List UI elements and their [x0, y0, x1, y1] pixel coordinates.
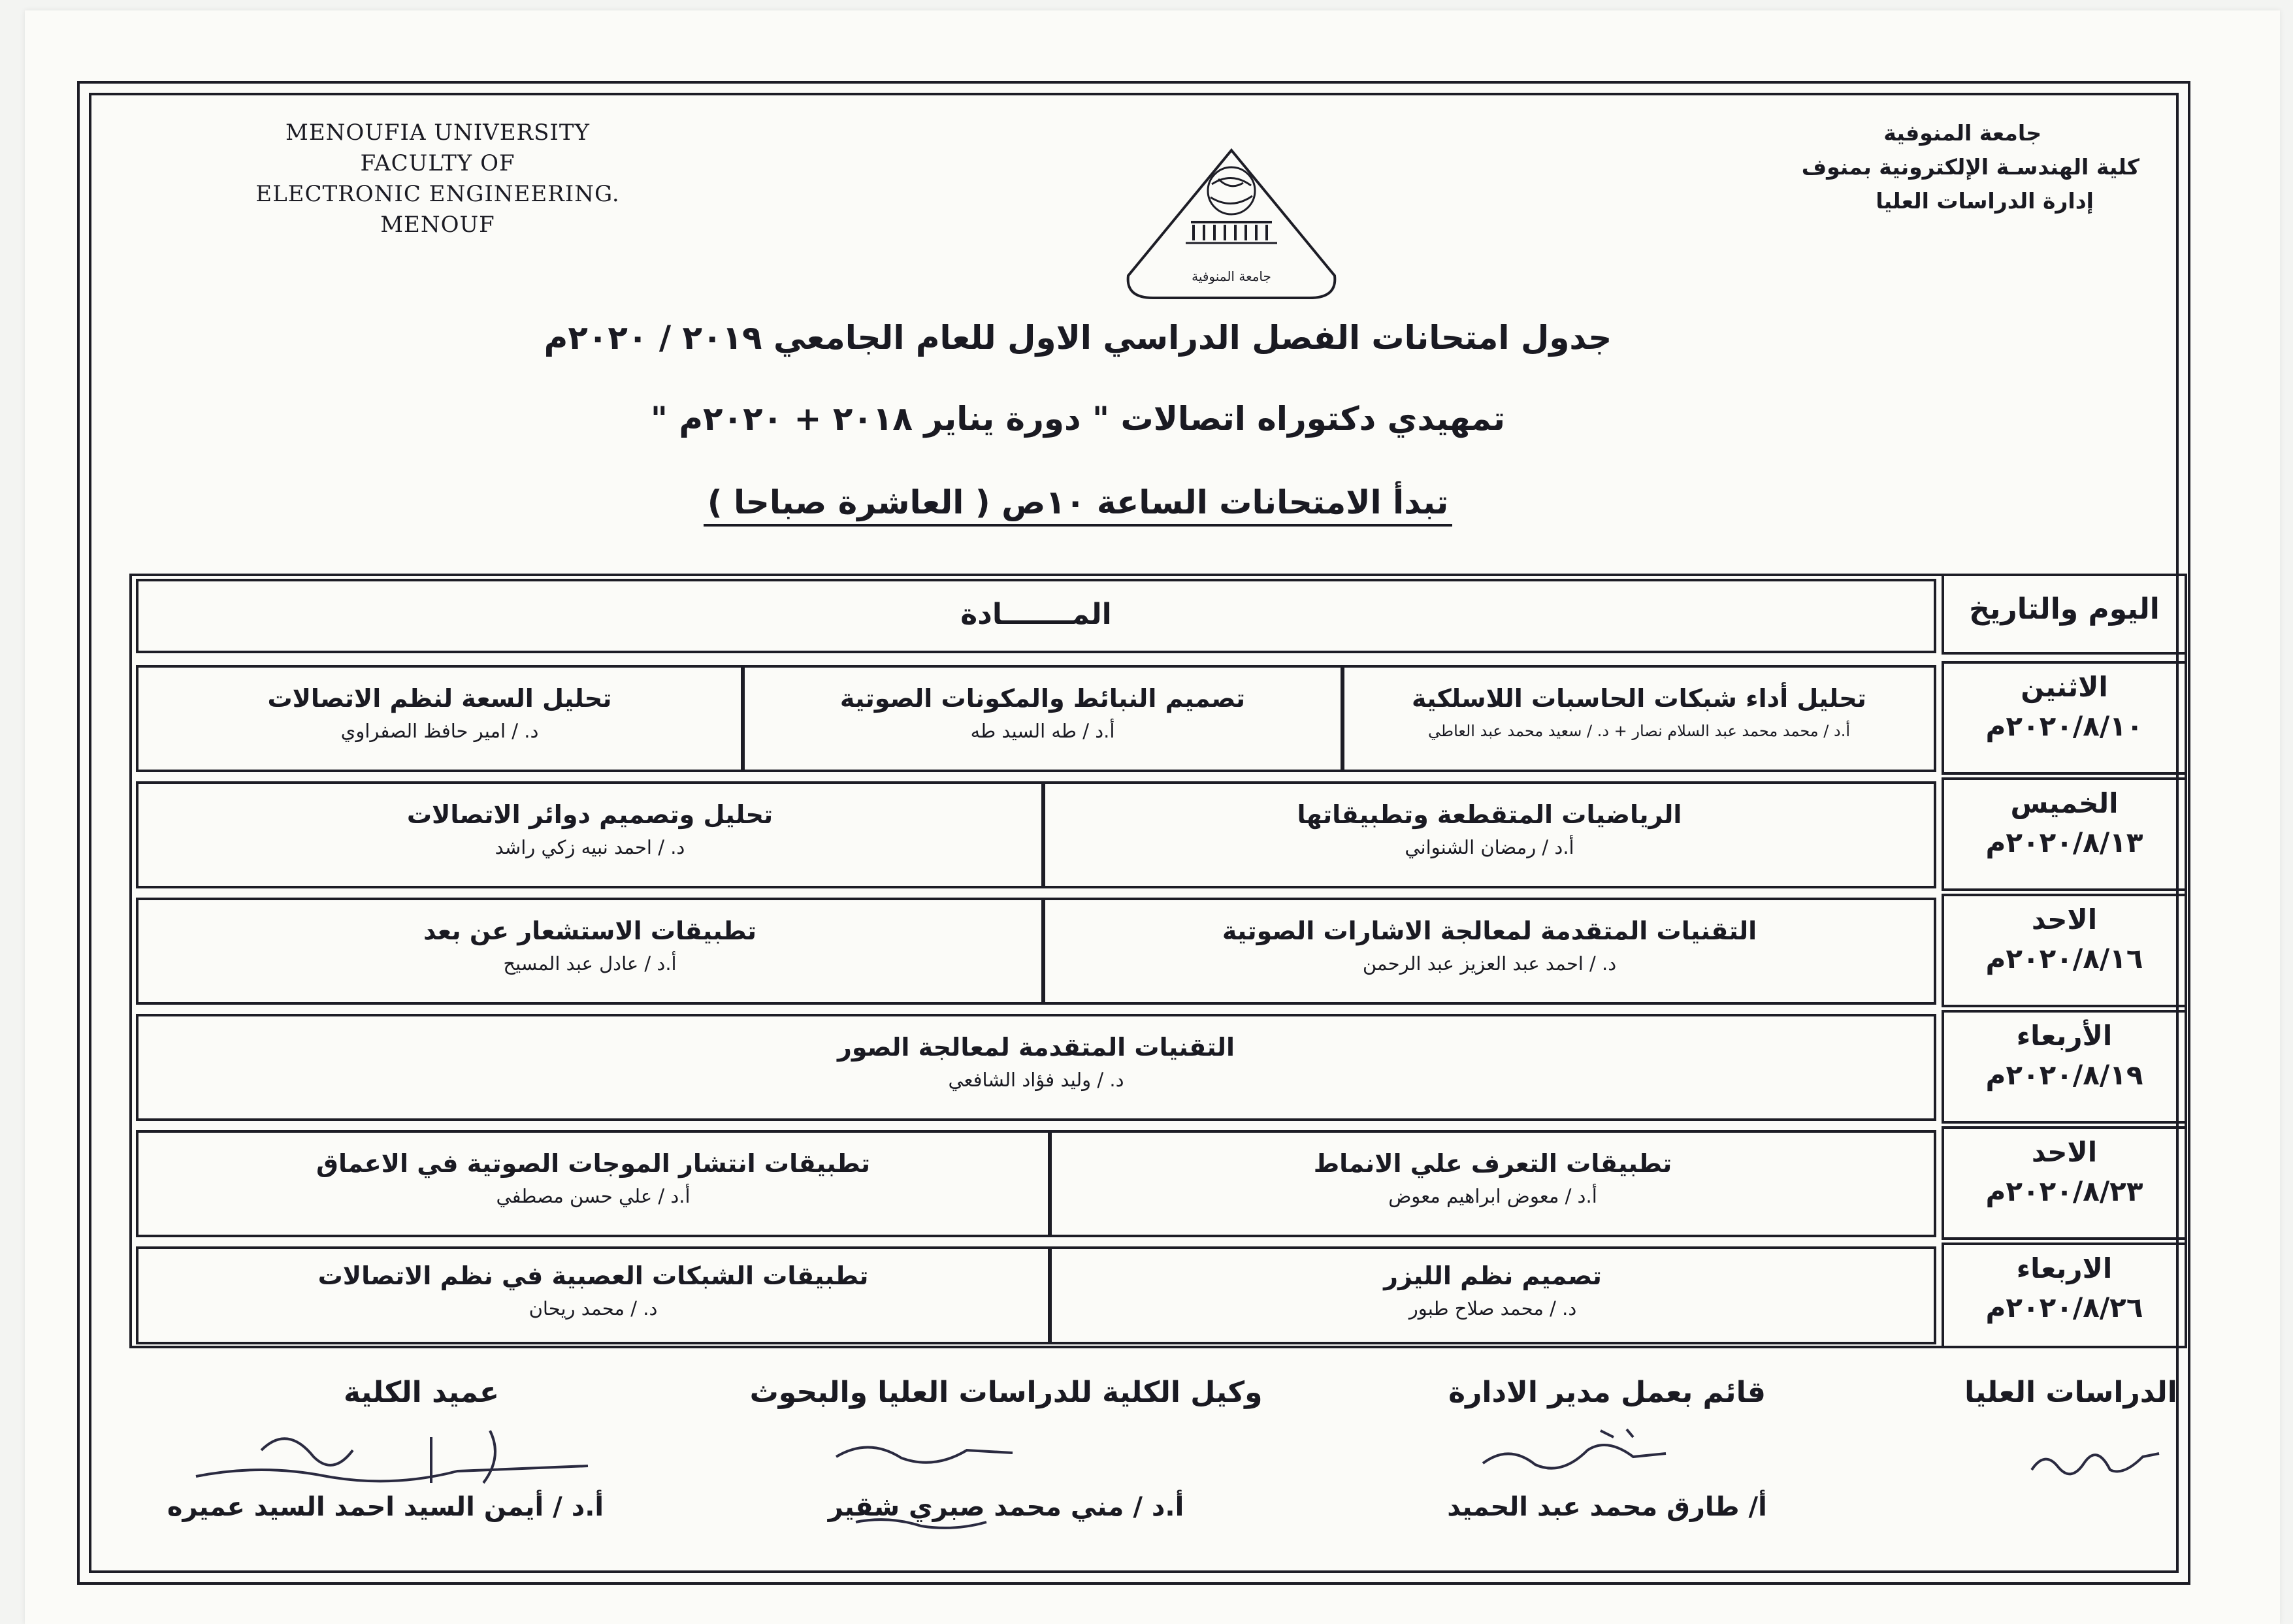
- subject-cell: [136, 665, 743, 772]
- subject-cell: [1043, 781, 1936, 888]
- arabic-header: [1682, 116, 2139, 218]
- arabic-header-line: جامعة المنوفية: [1883, 120, 2041, 146]
- day-name: الخميس: [2010, 787, 2119, 819]
- page-subtitle: تمهيدي دكتوراه اتصالات " دورة يناير ٢٠١٨ + ٢٠٢٠م ": [650, 400, 1506, 438]
- day-name: الاربعاء: [2016, 1252, 2113, 1284]
- signature-title: قائم بعمل مدير الادارة: [1448, 1376, 1766, 1409]
- exam-date: ٢٠٢٠/٨/١٠م: [1985, 710, 2143, 742]
- subject-cell: [1049, 1246, 1936, 1344]
- subject-name: التقنيات المتقدمة لمعالجة الاشارات الصوتية: [1222, 917, 1757, 945]
- subject-name: تحليل السعة لنظم الاتصالات: [267, 684, 612, 713]
- subject-professor: أ.د / محمد محمد عبد السلام نصار + د. / سعيد محمد عبد العاطي: [1427, 722, 1850, 740]
- day-name: الاحد: [2031, 903, 2098, 935]
- subject-cell: [742, 665, 1343, 772]
- subject-name: تطبيقات انتشار الموجات الصوتية في الاعماق: [316, 1149, 871, 1178]
- arabic-header-line: إدارة الدراسات العليا: [1876, 188, 2094, 214]
- exam-date: ٢٠٢٠/٨/٢٦م: [1985, 1291, 2143, 1324]
- handwritten-signature: [2025, 1431, 2169, 1489]
- arabic-header-line: كلية الهندسـة الإلكترونية بمنوف: [1801, 154, 2139, 180]
- handwritten-signature: [1470, 1418, 1679, 1489]
- exam-date: ٢٠٢٠/٨/١٣م: [1985, 826, 2143, 858]
- subject-name: تحليل أداء شبكات الحاسبات اللاسلكية: [1412, 684, 1866, 713]
- exam-start-note: [392, 483, 1764, 521]
- subject-header-label: المـــــــادة: [960, 598, 1112, 631]
- exam-date: ٢٠٢٠/٨/١٦م: [1985, 943, 2143, 975]
- subject-name: تصميم نظم الليزر: [1384, 1261, 1602, 1290]
- signatory-name: أ.د / مني محمد صبري شقير: [828, 1492, 1184, 1522]
- signature-title: الدراسات العليا: [1964, 1376, 2177, 1409]
- english-header-line: MENOUF: [380, 212, 495, 238]
- subject-name: تحليل وتصميم دوائر الاتصالات: [406, 800, 773, 829]
- subject-cell: [136, 1130, 1050, 1237]
- subject-name: تطبيقات التعرف علي الانماط: [1313, 1149, 1672, 1178]
- exam-date: ٢٠٢٠/٨/٢٣م: [1985, 1175, 2143, 1207]
- signatory-name: أ.د / أيمن السيد احمد السيد عميره: [167, 1492, 604, 1522]
- exam-date: ٢٠٢٠/٨/١٩م: [1985, 1059, 2143, 1091]
- subject-professor: د. / محمد صلاح طبور: [1408, 1297, 1577, 1320]
- english-header-line: FACULTY OF: [360, 150, 515, 176]
- page-title: جدول امتحانات الفصل الدراسي الاول للعام الجامعي ٢٠١٩ / ٢٠٢٠م: [544, 319, 1612, 357]
- subject-name: التقنيات المتقدمة لمعالجة الصور: [837, 1033, 1235, 1062]
- day-date-header-label: اليوم والتاريخ: [1969, 593, 2160, 626]
- subject-name: تطبيقات الشبكات العصبية في نظم الاتصالات: [317, 1261, 869, 1290]
- day-name: الأربعاء: [2016, 1020, 2113, 1052]
- subject-cell: [1043, 898, 1936, 1005]
- day-cell: [1942, 777, 2187, 891]
- university-seal-icon: [1120, 145, 1342, 302]
- signature-title: وكيل الكلية للدراسات العليا والبحوث: [749, 1376, 1263, 1409]
- subject-name: تطبيقات الاستشعار عن بعد: [423, 917, 757, 945]
- subject-cell: [1049, 1130, 1936, 1237]
- handwritten-signature: [817, 1424, 1039, 1535]
- subject-name: الرياضيات المتقطعة وتطبيقاتها: [1297, 800, 1682, 829]
- subject-cell: [136, 1246, 1050, 1344]
- subject-professor: د. / محمد ريحان: [529, 1297, 658, 1320]
- subject-cell: [136, 781, 1044, 888]
- subject-professor: د. / احمد نبيه زكي راشد: [495, 836, 685, 858]
- signature-title: عميد الكلية: [343, 1376, 500, 1409]
- subject-cell: [1342, 665, 1936, 772]
- subject-professor: أ.د / طه السيد طه: [970, 720, 1115, 742]
- day-cell: [1942, 1242, 2187, 1348]
- subject-header: [136, 579, 1936, 653]
- subject-cell: [136, 1014, 1936, 1121]
- subject-professor: أ.د / علي حسن مصطفي: [496, 1185, 691, 1207]
- subject-name: تصميم النبائط والمكونات الصوتية: [839, 684, 1246, 713]
- day-date-header: [1942, 574, 2187, 655]
- subject-professor: د. / احمد عبد العزيز عبد الرحمن: [1362, 952, 1617, 975]
- day-cell: [1942, 1010, 2187, 1124]
- exam-start-text: تبدأ الامتحانات الساعة ١٠ص ( العاشرة صباحا ): [704, 483, 1452, 527]
- subject-professor: د. / امير حافظ الصفراوي: [340, 720, 539, 742]
- logo-caption: جامعة المنوفية: [1192, 268, 1271, 284]
- day-name: الاحد: [2031, 1136, 2098, 1168]
- day-cell: [1942, 1126, 2187, 1240]
- subject-professor: أ.د / معوض ابراهيم معوض: [1388, 1185, 1597, 1207]
- signatory-name: أ/ طارق محمد عبد الحميد: [1447, 1492, 1767, 1522]
- english-header-line: MENOUFIA UNIVERSITY: [285, 120, 590, 146]
- subject-cell: [136, 898, 1044, 1005]
- subject-professor: أ.د / عادل عبد المسيح: [503, 952, 677, 975]
- subject-professor: أ.د / رمضان الشنواني: [1405, 836, 1574, 858]
- handwritten-signature: [183, 1411, 601, 1516]
- english-header: [216, 118, 660, 240]
- day-cell: [1942, 661, 2187, 775]
- english-header-line: ELECTRONIC ENGINEERING.: [255, 181, 620, 207]
- day-name: الاثنين: [2021, 671, 2108, 703]
- day-cell: [1942, 894, 2187, 1007]
- subject-professor: د. / وليد فؤاد الشافعي: [948, 1069, 1124, 1091]
